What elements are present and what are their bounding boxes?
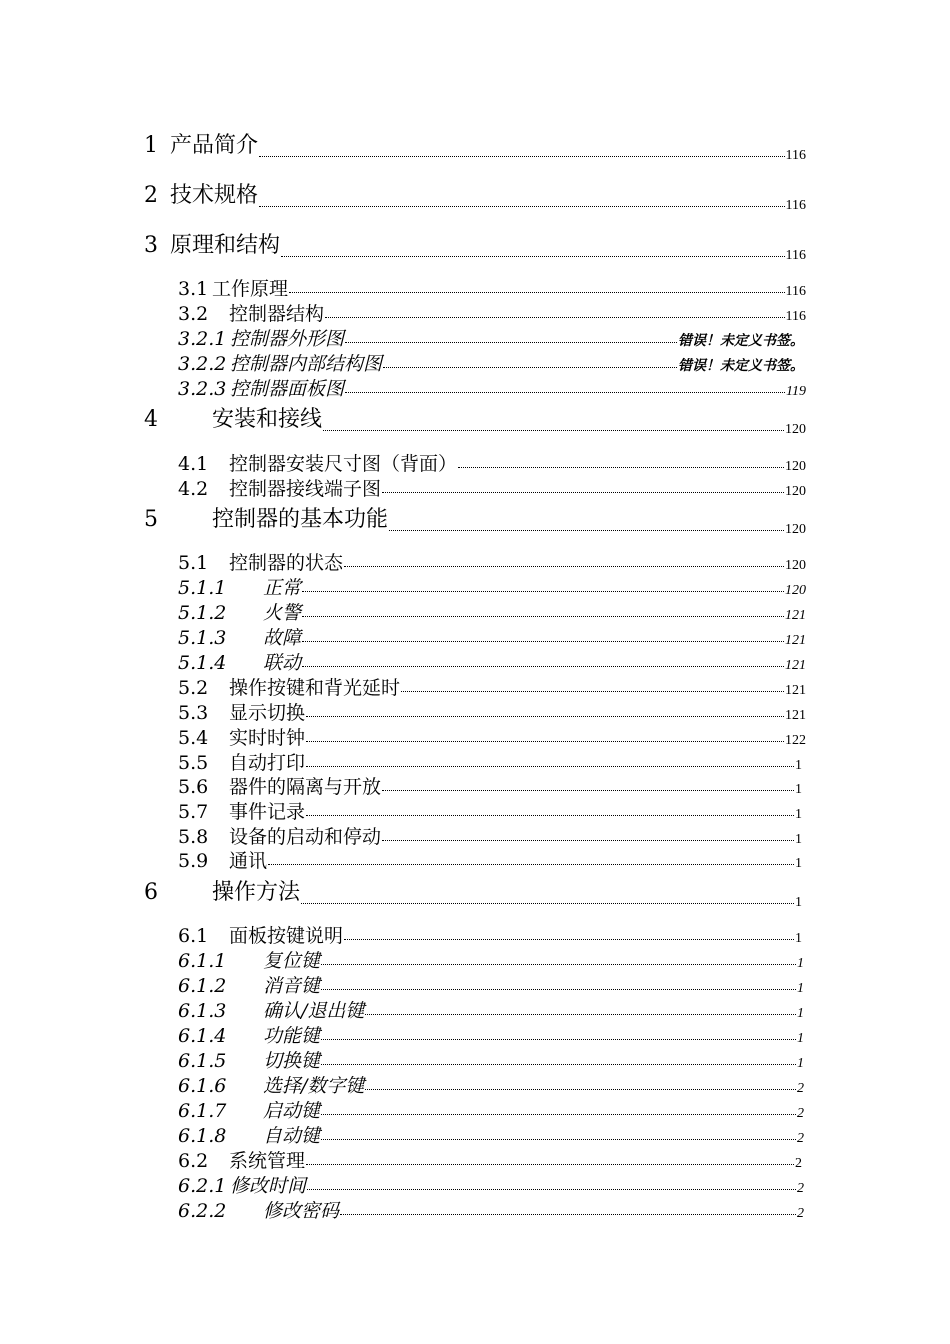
- toc-entry[interactable]: [178, 299, 806, 326]
- dot-leader: [458, 467, 784, 468]
- toc-entry-title: 修改时间: [230, 1175, 307, 1197]
- toc-entry[interactable]: [178, 772, 802, 799]
- toc-entry-page-error: 错误！未定义书签。: [678, 334, 804, 349]
- toc-entry[interactable]: [178, 1171, 804, 1198]
- toc-entry-title: 切换键: [263, 1050, 321, 1072]
- dot-leader: [306, 1164, 794, 1165]
- toc-entry[interactable]: [178, 846, 802, 873]
- toc-entry-title: 事件记录: [229, 801, 306, 823]
- toc-entry-number: 3.1: [178, 278, 209, 300]
- dot-leader: [365, 1014, 796, 1015]
- dot-leader: [281, 256, 785, 257]
- toc-entry-page: 1: [797, 956, 804, 971]
- dot-leader: [306, 815, 794, 816]
- toc-entry-page: 1: [795, 895, 802, 910]
- toc-entry-number: 5: [144, 507, 158, 532]
- dot-leader: [259, 156, 785, 157]
- toc-entry[interactable]: [178, 1021, 804, 1048]
- toc-entry[interactable]: [178, 623, 806, 650]
- toc-entry-number: 6.1.5: [178, 1050, 227, 1072]
- toc-entry-number: 6.1.3: [178, 1000, 227, 1022]
- toc-entry-number: 6.1.1: [178, 950, 227, 972]
- toc-entry-title: 修改密码: [263, 1200, 340, 1222]
- toc-entry-title: 原理和结构: [170, 233, 281, 258]
- toc-entry[interactable]: [178, 1146, 802, 1173]
- toc-entry[interactable]: [178, 1046, 804, 1073]
- toc-entry-title: 火警: [263, 602, 302, 624]
- toc-entry-title: 实时时钟: [229, 727, 306, 749]
- toc-entry[interactable]: [178, 946, 804, 973]
- toc-entry-title: 联动: [263, 652, 302, 674]
- toc-entry-number: 1: [144, 133, 158, 158]
- toc-entry-page: 120: [785, 522, 806, 537]
- dot-leader: [321, 1139, 796, 1140]
- toc-entry-title: 技术规格: [170, 183, 259, 208]
- toc-entry[interactable]: [144, 502, 806, 537]
- toc-entry-number: 5.4: [178, 727, 209, 749]
- toc-entry-page: 2: [797, 1081, 804, 1096]
- dot-leader: [259, 206, 785, 207]
- dot-leader: [307, 1189, 796, 1190]
- toc-entry-page: 2: [795, 1156, 802, 1171]
- toc-entry-number: 5.1: [178, 552, 209, 574]
- toc-entry[interactable]: [178, 474, 806, 501]
- toc-entry[interactable]: [178, 822, 802, 849]
- toc-entry-page: 122: [785, 733, 806, 748]
- toc-entry[interactable]: [178, 971, 804, 998]
- toc-entry-page: 116: [785, 198, 806, 213]
- toc-entry-page: 116: [785, 248, 806, 263]
- toc-entry-number: 6.2.1: [178, 1175, 227, 1197]
- toc-entry-page: 121: [785, 683, 806, 698]
- dot-leader: [302, 591, 784, 592]
- toc-entry[interactable]: [144, 128, 806, 163]
- dot-leader: [340, 1214, 796, 1215]
- toc-entry-number: 6: [144, 880, 158, 905]
- toc-entry-number: 5.3: [178, 702, 209, 724]
- toc-entry-title: 复位键: [263, 950, 321, 972]
- dot-leader: [302, 666, 784, 667]
- dot-leader: [383, 367, 677, 368]
- toc-entry[interactable]: [178, 548, 806, 575]
- toc-entry-page: 120: [785, 422, 806, 437]
- toc-entry-page: 120: [785, 459, 806, 474]
- toc-entry-number: 5.2: [178, 677, 209, 699]
- toc-entry-number: 3.2.2: [178, 353, 227, 375]
- toc-entry[interactable]: [178, 274, 806, 301]
- toc-entry-page: 1: [797, 1006, 804, 1021]
- toc-entry-title: 功能键: [263, 1025, 321, 1047]
- dot-leader: [325, 317, 785, 318]
- toc-entry-page: 120: [785, 583, 806, 598]
- toc-entry-title: 操作方法: [212, 880, 301, 905]
- toc-entry[interactable]: [178, 1071, 804, 1098]
- dot-leader: [321, 1039, 796, 1040]
- toc-entry-title: 选择/数字键: [263, 1075, 365, 1097]
- toc-entry-number: 6.1: [178, 925, 209, 947]
- dot-leader: [306, 766, 794, 767]
- toc-entry-title: 自动键: [263, 1125, 321, 1147]
- toc-entry[interactable]: [178, 748, 802, 775]
- dot-leader: [382, 492, 784, 493]
- dot-leader: [306, 716, 784, 717]
- toc-entry-number: 5.1.3: [178, 627, 227, 649]
- toc-entry[interactable]: [178, 324, 804, 351]
- toc-entry[interactable]: [178, 1196, 804, 1223]
- dot-leader: [345, 392, 785, 393]
- toc-entry[interactable]: [178, 723, 806, 750]
- toc-entry-number: 4.2: [178, 478, 209, 500]
- toc-entry-page: 116: [785, 148, 806, 163]
- toc-entry-number: 5.1.2: [178, 602, 227, 624]
- toc-entry-number: 5.5: [178, 752, 209, 774]
- toc-entry-title: 面板按键说明: [229, 925, 344, 947]
- dot-leader: [289, 292, 785, 293]
- toc-entry-number: 5.8: [178, 826, 209, 848]
- dot-leader: [323, 430, 784, 431]
- dot-leader: [306, 741, 784, 742]
- toc-entry-page: 2: [797, 1106, 804, 1121]
- toc-entry-number: 3.2.3: [178, 378, 227, 400]
- toc-entry[interactable]: [144, 228, 806, 263]
- toc-entry-number: 4: [144, 407, 158, 432]
- toc-entry[interactable]: [178, 598, 806, 625]
- toc-entry-page: 1: [795, 856, 802, 871]
- dot-leader: [321, 964, 796, 965]
- toc-entry-number: 5.9: [178, 850, 209, 872]
- toc-entry-title: 控制器结构: [229, 303, 325, 325]
- dot-leader: [382, 790, 794, 791]
- toc-entry-number: 2: [144, 183, 158, 208]
- toc-entry-title: 控制器内部结构图: [230, 353, 383, 375]
- toc-entry-title: 产品简介: [170, 133, 259, 158]
- dot-leader: [302, 616, 784, 617]
- toc-entry-page: 121: [785, 708, 806, 723]
- toc-entry[interactable]: [144, 875, 802, 910]
- toc-entry-title: 控制器外形图: [230, 328, 345, 350]
- toc-entry[interactable]: [178, 374, 806, 401]
- toc-entry-number: 6.2.2: [178, 1200, 227, 1222]
- toc-entry-title: 确认/退出键: [263, 1000, 365, 1022]
- toc-entry-page: 1: [795, 807, 802, 822]
- toc-entry-number: 6.2: [178, 1150, 209, 1172]
- toc-entry-page: 2: [797, 1206, 804, 1221]
- toc-entry[interactable]: [178, 921, 802, 948]
- dot-leader: [345, 342, 677, 343]
- dot-leader: [389, 530, 784, 531]
- dot-leader: [344, 566, 784, 567]
- toc-entry-number: 5.7: [178, 801, 209, 823]
- toc-entry-number: 6.1.4: [178, 1025, 227, 1047]
- dot-leader: [365, 1089, 796, 1090]
- toc-entry-title: 故障: [263, 627, 302, 649]
- toc-entry-page: 121: [785, 608, 806, 623]
- toc-entry-page: 116: [785, 284, 806, 299]
- toc-entry[interactable]: [178, 449, 806, 476]
- toc-entry-page: 119: [786, 384, 806, 399]
- toc-entry-page: 120: [785, 558, 806, 573]
- toc-entry[interactable]: [178, 349, 804, 376]
- toc-entry-title: 控制器的基本功能: [212, 507, 389, 532]
- toc-entry-title: 系统管理: [229, 1150, 306, 1172]
- toc-entry[interactable]: [178, 648, 806, 675]
- toc-entry-page: 1: [795, 931, 802, 946]
- toc-entry[interactable]: [178, 673, 806, 700]
- toc-entry-title: 自动打印: [229, 752, 306, 774]
- toc-entry-number: 6.1.6: [178, 1075, 227, 1097]
- toc-entry-number: 5.1.4: [178, 652, 227, 674]
- toc-entry[interactable]: [178, 996, 804, 1023]
- toc-entry-title: 控制器接线端子图: [229, 478, 382, 500]
- toc-entry-title: 工作原理: [212, 278, 289, 300]
- toc-entry-title: 控制器面板图: [230, 378, 345, 400]
- toc-entry-page: 2: [797, 1181, 804, 1196]
- toc-entry-title: 操作按键和背光延时: [229, 677, 401, 699]
- toc-entry[interactable]: [144, 402, 806, 437]
- toc-entry[interactable]: [178, 1121, 804, 1148]
- toc-entry-number: 3: [144, 233, 158, 258]
- toc-entry-page: 120: [785, 484, 806, 499]
- toc-entry-title: 通讯: [229, 850, 268, 872]
- toc-entry[interactable]: [178, 1096, 804, 1123]
- toc-entry-number: 3.2.1: [178, 328, 227, 350]
- toc-entry-number: 4.1: [178, 453, 209, 475]
- toc-entry-title: 设备的启动和停动: [229, 826, 382, 848]
- toc-entry-page-error: 错误！未定义书签。: [678, 359, 804, 374]
- toc-entry-number: 5.1.1: [178, 577, 227, 599]
- toc-entry-page: 116: [785, 309, 806, 324]
- dot-leader: [321, 1114, 796, 1115]
- toc-entry-page: 1: [795, 782, 802, 797]
- toc-entry-title: 器件的隔离与开放: [229, 776, 382, 798]
- toc-entry-page: 121: [785, 658, 806, 673]
- toc-entry-page: 2: [797, 1131, 804, 1146]
- toc-entry-number: 6.1.2: [178, 975, 227, 997]
- toc-entry-number: 3.2: [178, 303, 209, 325]
- dot-leader: [401, 691, 784, 692]
- dot-leader: [382, 840, 794, 841]
- toc-entry-page: 1: [797, 1056, 804, 1071]
- dot-leader: [321, 1064, 796, 1065]
- toc-entry-title: 启动键: [263, 1100, 321, 1122]
- toc-entry-title: 显示切换: [229, 702, 306, 724]
- toc-entry-page: 121: [785, 633, 806, 648]
- dot-leader: [321, 989, 796, 990]
- toc-entry-number: 6.1.7: [178, 1100, 227, 1122]
- toc-entry[interactable]: [144, 178, 806, 213]
- toc-entry-number: 6.1.8: [178, 1125, 227, 1147]
- toc-entry[interactable]: [178, 698, 806, 725]
- toc-entry-title: 消音键: [263, 975, 321, 997]
- toc-entry-title: 正常: [263, 577, 302, 599]
- toc-entry[interactable]: [178, 797, 802, 824]
- dot-leader: [268, 864, 794, 865]
- toc-entry-number: 5.6: [178, 776, 209, 798]
- dot-leader: [302, 641, 784, 642]
- toc-entry-page: 1: [797, 981, 804, 996]
- dot-leader: [301, 903, 794, 904]
- toc-entry-title: 安装和接线: [212, 407, 323, 432]
- toc-entry-page: 1: [797, 1031, 804, 1046]
- toc-entry-title: 控制器的状态: [229, 552, 344, 574]
- toc-entry[interactable]: [178, 573, 806, 600]
- toc-entry-page: 1: [795, 758, 802, 773]
- dot-leader: [344, 939, 794, 940]
- toc-entry-title: 控制器安装尺寸图（背面）: [229, 453, 458, 475]
- toc-entry-page: 1: [795, 832, 802, 847]
